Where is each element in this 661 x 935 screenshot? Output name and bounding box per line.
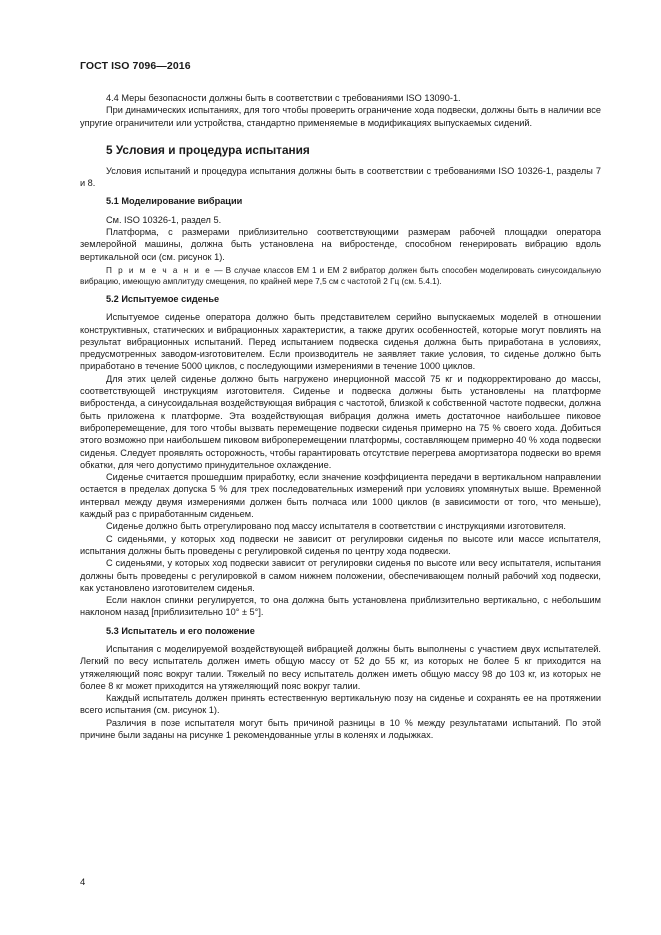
paragraph: Каждый испытатель должен принять естественную вертикальную позу на сиденье и сохранять ее на протяжении всего испытания (см. рисунок 1).	[80, 693, 601, 716]
note-label: П р и м е ч а н и е	[106, 265, 212, 275]
paragraph: Для этих целей сиденье должно быть нагружено инерционной массой 75 кг и подкорректировано до массы, соответствующей инструкциям изготовителя. Сиденье и подвеска должны быть установлены на платформе вибростенда, а синусоидальная воздействующая вибрация с частотой, близкой к собственной частоте подвески, должна быть приложена к платформе. Эта воздействующая вибрация должна иметь достаточное наибольшее пиковое виброперемещение, для того чтобы вызвать перемещение подвески сиденья примерно на 75 % своего хода. Добиться этого возможно при наибольшем пиковом виброперемещении платформы, составляющем примерно 40 % хода подвески сиденья. Следует проявлять осторожность, чтобы гарантировать отсутствие перегрева амортизатора подвески во время обкатки, для чего допустимо принудительное охлаждение.	[80, 373, 601, 470]
document-header: ГОСТ ISO 7096—2016	[80, 60, 191, 72]
paragraph: Сиденье должно быть отрегулировано под массу испытателя в соответствии с инструкциями изготовителя.	[106, 521, 566, 532]
subsection-heading: 5.2 Испытуемое сиденье	[106, 293, 220, 304]
paragraph: Условия испытаний и процедура испытания должны быть в соответствии с требованиями ISO 10326-1, разделы 7 и 8.	[80, 165, 601, 189]
paragraph: Различия в позе испытателя могут быть причиной разницы в 10 % между результатами испытаний. По этой причине были заданы на рисунке 1 рекомендованные углы в коленях и лодыжках.	[80, 717, 601, 741]
note	[80, 265, 601, 287]
paragraph: Испытуемое сиденье оператора должно быть представителем серийно выпускаемых моделей в отношении конструктивных, статических и вибрационных характеристик, а также других особенностей, которые могут повлиять на результат вибрационных испытаний. Перед испытанием подвеска сиденья должна быть приработана в условиях, предусмотренных заводом-изготовителем. Если производитель не заявляет такие условия, то сиденье должно быть приработано в течение 5000 циклов, с последующими измерениями в течение 1000 циклов.	[80, 312, 601, 372]
document-body	[80, 92, 601, 741]
paragraph: Сиденье считается прошедшим приработку, если значение коэффициента передачи в вертикальном направлении остается в пределах допуска 5 % для трех последовательных измерений при условиях упомянутых выше. Временной интервал между двумя измерениями должен быть полчаса или 1000 циклов (в зависимости от того, что меньше), каждый раз с приработанным сиденьем.	[80, 472, 601, 520]
paragraph: С сиденьями, у которых ход подвески не зависит от регулировки сиденья по высоте или массе испытателя, испытания должны быть проведены с регулировкой сиденья по центру хода подвески.	[80, 533, 601, 556]
page-number: 4	[80, 877, 86, 888]
section-heading: 5 Условия и процедура испытания	[106, 142, 310, 157]
paragraph: При динамических испытаниях, для того чтобы проверить ограничение хода подвески, должны быть в наличии все упругие ограничители или устройства, стандартно применяемые в модификациях выпускаемых сидений.	[80, 105, 601, 128]
note-text: — В случае классов EM 1 и EM 2 вибратор должен быть способен моделировать синусоидальную вибрацию, имеющую амплитуду смещения, по крайней мере 7,5 см с частотой 2 Гц (см. 5.4.1).	[80, 265, 601, 286]
subsection-heading: 5.3 Испытатель и его положение	[106, 625, 255, 636]
subsection-heading: 5.1 Моделирование вибрации	[106, 196, 243, 207]
paragraph: 4.4 Меры безопасности должны быть в соответствии с требованиями ISO 13090-1.	[106, 93, 461, 103]
paragraph: Испытания с моделируемой воздействующей вибрацией должны быть выполнены с участием двух испытателей. Легкий по весу испытатель должен иметь общую массу от 52 до 55 кг, из которых не более 5 кг приходится на утяжеляющий пояс вокруг талии. Тяжелый по весу испытатель должен иметь общую массу 98 до 103 кг, из которых не более 8 кг может приходится на утяжеляющий пояс вокруг талии.	[80, 643, 601, 691]
paragraph: С сиденьями, у которых ход подвески зависит от регулировки сиденья по высоте или весу испытателя, испытания должны быть проведены с регулировкой в самом нижнем положении, обеспечивающем полный рабочий ход подвески, как установлено изготовителем сиденья.	[80, 558, 601, 593]
paragraph: См. ISO 10326-1, раздел 5.	[106, 214, 222, 225]
paragraph: Если наклон спинки регулируется, то она должна быть установлена приблизительно вертикально, с небольшим наклоном назад [приблизительно 10° ± 5°].	[80, 595, 601, 618]
paragraph: Платформа, с размерами приблизительно соответствующими размерам рабочей площадки оператора землеройной машины, должна быть установлена на вибростенде, способном генерировать вибрацию вдоль вертикальной оси (см. рисунок 1).	[80, 227, 601, 262]
